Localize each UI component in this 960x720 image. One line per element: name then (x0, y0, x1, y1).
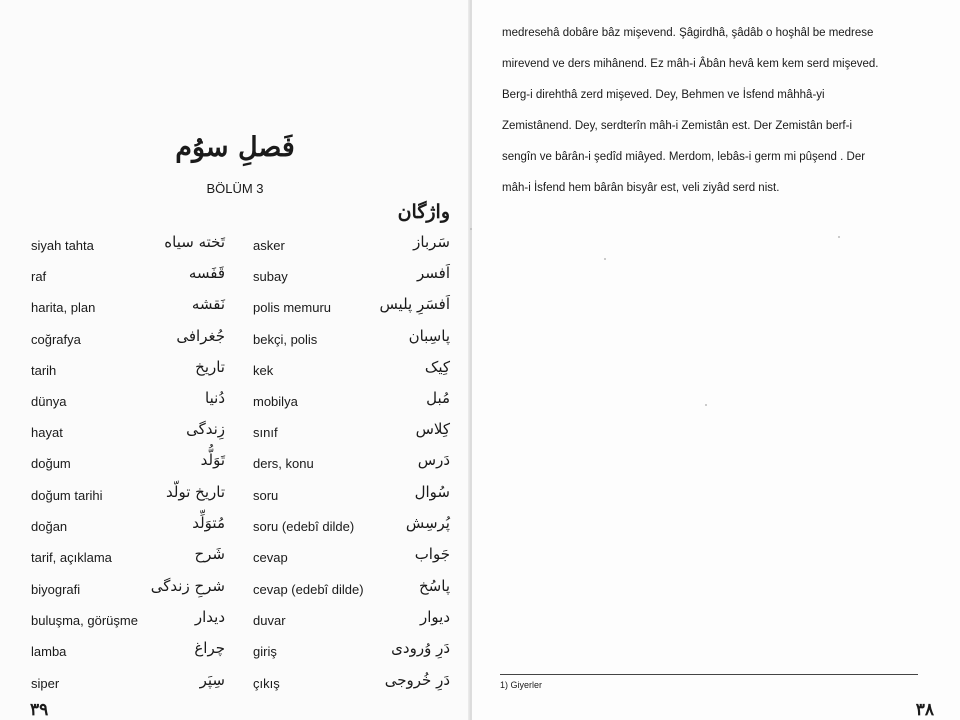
vocab-persian: اَفسَرِ پلیس (379, 295, 450, 313)
vocab-persian: شَرح (194, 545, 225, 563)
vocab-turkish: doğum (31, 456, 71, 471)
vocab-persian: دَرِ وُرودی (391, 639, 450, 657)
vocab-turkish: tarif, açıklama (31, 550, 112, 565)
paragraph-line: Zemistânend. Dey, serdterîn mâh-i Zemistân est. Der Zemistân berf-i (502, 120, 853, 132)
vocab-turkish: bekçi, polis (253, 332, 318, 347)
vocab-persian: تاریخ تولّد (166, 483, 225, 501)
vocab-row (0, 671, 470, 698)
vocab-persian: دُنیا (205, 389, 225, 407)
vocab-turkish: kek (253, 363, 274, 378)
scan-speck (470, 228, 472, 230)
scan-speck (604, 258, 606, 260)
chapter-title-turkish: BÖLÜM 3 (206, 181, 264, 196)
vocab-turkish: siper (31, 676, 60, 691)
page-number-left: ۳۹ (30, 700, 49, 720)
scan-speck (838, 236, 840, 238)
vocab-turkish: harita, plan (31, 300, 96, 315)
vocab-persian: سُوال (414, 483, 450, 501)
vocab-persian: دیوار (419, 608, 450, 626)
vocab-persian: کِیک (424, 358, 450, 376)
vocab-persian: دَرِ خُروجی (384, 671, 450, 689)
vocab-turkish: coğrafya (31, 332, 81, 347)
page-number-right: ۳۸ (915, 700, 934, 720)
vocab-turkish: cevap (edebî dilde) (253, 582, 364, 597)
vocab-turkish: çıkış (253, 676, 280, 691)
vocab-row (0, 420, 470, 447)
vocab-persian: جُغرافی (176, 327, 225, 345)
vocab-turkish: biyografi (31, 582, 81, 597)
left-page (0, 0, 470, 720)
vocab-turkish: siyah tahta (31, 238, 94, 253)
vocab-persian: دیدار (194, 608, 225, 626)
vocab-persian: تَوَلُّد (200, 451, 225, 469)
vocab-row (0, 358, 470, 385)
vocab-persian: تَخته سیاه (164, 233, 225, 251)
vocab-turkish: buluşma, görüşme (31, 613, 138, 628)
vocab-persian: جَواب (414, 545, 450, 563)
vocab-persian: زِندگی (186, 420, 225, 438)
vocab-turkish: tarih (31, 363, 57, 378)
footnote-divider (500, 674, 918, 675)
vocab-persian: دَرس (417, 451, 450, 469)
paragraph-line: mirevend ve ders mihânend. Ez mâh-i Âbân hevâ kem kem serd mişeved. (502, 58, 879, 70)
vocab-persian: کِلاس (415, 420, 450, 438)
vocab-turkish: cevap (253, 550, 288, 565)
vocab-persian: مُبل (426, 389, 450, 407)
vocab-turkish: soru (edebî dilde) (253, 519, 355, 534)
vocab-turkish: duvar (253, 613, 286, 628)
vocab-persian: پُرسِش (405, 514, 450, 532)
vocab-row (0, 639, 470, 666)
vocab-persian: مُتوَلِّد (192, 514, 225, 532)
vocab-turkish: ders, konu (253, 456, 314, 471)
vocab-row (0, 514, 470, 541)
vocab-row (0, 233, 470, 260)
vocab-row (0, 389, 470, 416)
vocab-turkish: doğum tarihi (31, 488, 103, 503)
vocab-turkish: lamba (31, 644, 67, 659)
vocabulary-heading: واژگان (397, 201, 450, 223)
vocab-turkish: giriş (253, 644, 277, 659)
right-page (472, 0, 960, 720)
vocab-turkish: hayat (31, 425, 63, 440)
vocab-turkish: soru (253, 488, 279, 503)
vocab-row (0, 608, 470, 635)
vocab-persian: تاریخ (195, 358, 225, 376)
vocab-persian: چراغ (194, 639, 225, 657)
vocab-turkish: dünya (31, 394, 67, 409)
paragraph-line: mâh-i İsfend hem bârân bisyâr est, veli ziyâd serd nist. (502, 182, 780, 194)
vocab-turkish: sınıf (253, 425, 278, 440)
paragraph-line: sengîn ve bârân-i şedîd miâyed. Merdom, lebâs-i germ mi pûşend . Der (502, 151, 866, 163)
vocab-persian: سَرباز (413, 233, 450, 251)
vocab-row (0, 483, 470, 510)
vocab-row (0, 264, 470, 291)
scan-speck (705, 404, 707, 406)
vocab-persian: نَقشه (191, 295, 225, 313)
footnote: 1) Giyerler (500, 680, 543, 690)
vocab-row (0, 577, 470, 604)
paragraph-line: Berg-i direhthâ zerd mişeved. Dey, Behmen ve İsfend mâhhâ-yi (502, 89, 825, 101)
vocab-row (0, 545, 470, 572)
vocab-turkish: raf (31, 269, 47, 284)
vocab-row (0, 327, 470, 354)
vocab-turkish: polis memuru (253, 300, 332, 315)
chapter-title-persian: فَصلِ سوُم (175, 132, 295, 163)
vocab-turkish: mobilya (253, 394, 298, 409)
vocab-row (0, 451, 470, 478)
vocab-persian: قَفَسه (188, 264, 225, 282)
vocab-turkish: subay (253, 269, 288, 284)
vocab-turkish: asker (253, 238, 285, 253)
paragraph-line: medresehâ dobâre bâz mişevend. Şâgirdhâ, şâdâb o hoşhâl be medrese (502, 27, 874, 39)
vocab-persian: سِپَر (199, 671, 225, 689)
vocab-persian: پاسُخ (419, 577, 450, 595)
vocab-persian: پاسِبان (408, 327, 450, 345)
vocab-row (0, 295, 470, 322)
vocab-turkish: doğan (31, 519, 68, 534)
vocab-persian: شرحِ زندگی (150, 577, 225, 595)
vocab-persian: اَفسر (417, 264, 450, 282)
